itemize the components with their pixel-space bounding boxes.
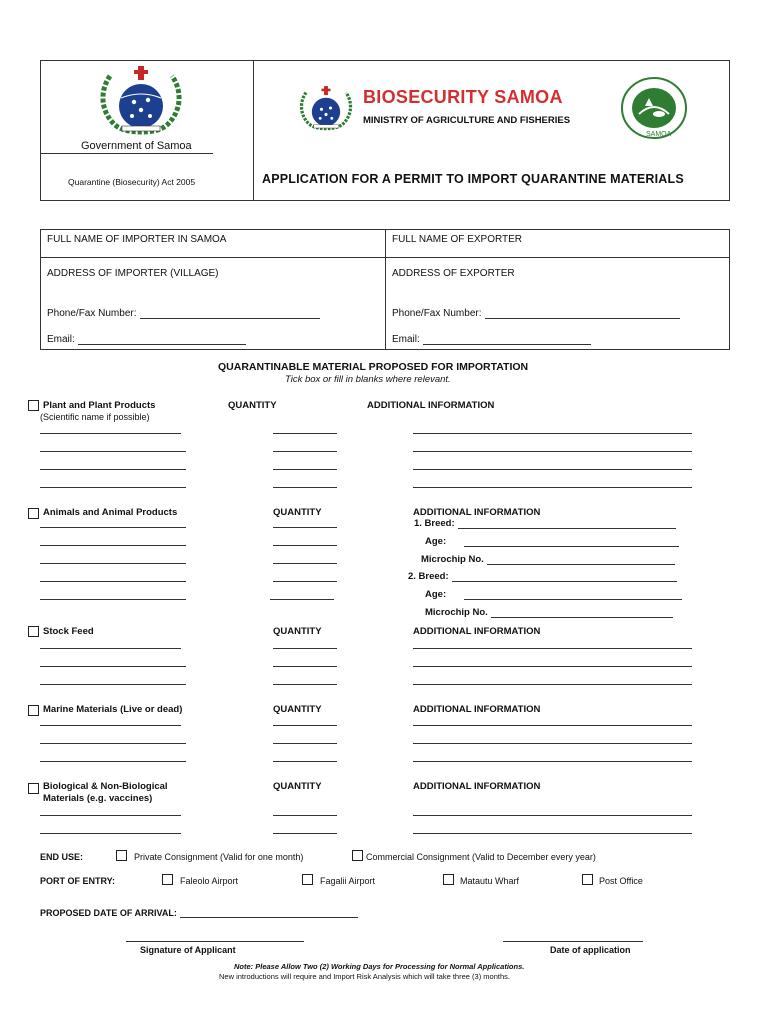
marine-quantity-line[interactable] — [273, 725, 337, 726]
stock-feed-label: Stock Feed — [43, 626, 94, 637]
commercial-consignment-label: Commercial Consignment (Valid to December every year) — [366, 852, 596, 862]
private-consignment-label: Private Consignment (Valid for one month) — [134, 852, 304, 862]
plant-additional-line[interactable] — [413, 487, 692, 488]
faleolo-airport-label: Faleolo Airport — [180, 876, 239, 886]
exporter-address-label: ADDRESS OF EXPORTER — [392, 268, 515, 279]
stock-name-line[interactable] — [40, 666, 186, 667]
animals-name-line[interactable] — [40, 527, 186, 528]
commercial-consignment-checkbox[interactable] — [352, 850, 363, 861]
microchip2-label: Microchip No. — [425, 607, 488, 618]
stock-name-line[interactable] — [40, 648, 181, 649]
government-label: Government of Samoa — [81, 140, 192, 152]
animals-quantity-header: QUANTITY — [273, 507, 322, 518]
samoa-coat-of-arms-icon — [96, 64, 186, 136]
plant-quantity-header: QUANTITY — [228, 400, 277, 411]
matautu-wharf-checkbox[interactable] — [443, 874, 454, 885]
plant-label: Plant and Plant Products — [43, 400, 156, 411]
ministry-seal-icon — [619, 76, 689, 140]
post-office-checkbox[interactable] — [582, 874, 593, 885]
marine-additional-header: ADDITIONAL INFORMATION — [413, 704, 541, 715]
importer-email-label: Email: — [47, 334, 75, 345]
breed2-label: 2. Breed: — [408, 571, 449, 582]
ministry-name: MINISTRY OF AGRICULTURE AND FISHERIES — [363, 115, 571, 126]
exporter-name-label: FULL NAME OF EXPORTER — [392, 234, 523, 245]
breed1-label: 1. Breed: — [414, 518, 455, 529]
age1-label: Age: — [425, 536, 447, 547]
plant-additional-line[interactable] — [413, 469, 692, 470]
breed1-field[interactable] — [414, 518, 676, 529]
arrival-date-field[interactable] — [40, 908, 358, 918]
biological-additional-header: ADDITIONAL INFORMATION — [413, 781, 541, 792]
animals-additional-header: ADDITIONAL INFORMATION — [413, 507, 541, 518]
matautu-wharf-label: Matautu Wharf — [460, 876, 520, 886]
plant-quantity-line[interactable] — [273, 487, 337, 488]
importer-name-label: FULL NAME OF IMPORTER IN SAMOA — [47, 234, 227, 245]
fagalii-airport-checkbox[interactable] — [302, 874, 313, 885]
stock-additional-line[interactable] — [413, 666, 692, 667]
plant-note: (Scientific name if possible) — [40, 412, 150, 422]
plant-name-line[interactable] — [40, 469, 186, 470]
biological-quantity-line[interactable] — [273, 815, 337, 816]
signature-label: Signature of Applicant — [140, 945, 236, 955]
seal-text: SAMOA — [646, 131, 672, 138]
animals-name-line[interactable] — [40, 563, 186, 564]
biological-name-line[interactable] — [40, 833, 181, 834]
animals-quantity-line[interactable] — [273, 581, 337, 582]
stock-name-line[interactable] — [40, 684, 186, 685]
biological-quantity-line[interactable] — [273, 833, 337, 834]
form-title: APPLICATION FOR A PERMIT TO IMPORT QUARANTINE MATERIALS — [262, 172, 684, 186]
org-name: BIOSECURITY SAMOA — [363, 87, 563, 107]
marine-quantity-line[interactable] — [273, 743, 337, 744]
marine-additional-line[interactable] — [413, 743, 692, 744]
exporter-phone-field[interactable] — [392, 308, 680, 319]
plant-quantity-line[interactable] — [273, 451, 337, 452]
section-title: QUARANTINABLE MATERIAL PROPOSED FOR IMPORTATION — [218, 361, 529, 373]
microchip1-field[interactable] — [421, 554, 675, 565]
stock-quantity-line[interactable] — [273, 684, 337, 685]
private-consignment-checkbox[interactable] — [116, 850, 127, 861]
marine-checkbox[interactable] — [28, 705, 39, 716]
animals-quantity-line[interactable] — [273, 545, 337, 546]
exporter-email-label: Email: — [392, 334, 420, 345]
header-divider — [253, 61, 254, 200]
animals-name-line[interactable] — [40, 545, 186, 546]
fagalii-airport-label: Fagalii Airport — [320, 876, 376, 886]
plant-additional-header: ADDITIONAL INFORMATION — [367, 400, 495, 411]
animals-name-line[interactable] — [40, 581, 186, 582]
marine-quantity-header: QUANTITY — [273, 704, 322, 715]
animals-checkbox[interactable] — [28, 508, 39, 519]
processing-note: Note: Please Allow Two (2) Working Days for Processing for Normal Applications. — [234, 962, 525, 971]
plant-additional-line[interactable] — [413, 433, 692, 434]
stock-quantity-line[interactable] — [273, 648, 337, 649]
marine-quantity-line[interactable] — [273, 761, 337, 762]
stock-additional-line[interactable] — [413, 684, 692, 685]
animals-quantity-line[interactable] — [273, 563, 337, 564]
biological-additional-line[interactable] — [413, 815, 692, 816]
stock-quantity-line[interactable] — [273, 666, 337, 667]
breed2-field[interactable] — [408, 571, 677, 582]
biological-label-line2: Materials (e.g. vaccines) — [43, 793, 153, 804]
marine-additional-line[interactable] — [413, 761, 692, 762]
port-of-entry-label: PORT OF ENTRY: — [40, 876, 115, 886]
microchip2-field[interactable] — [425, 607, 673, 618]
animals-label: Animals and Animal Products — [43, 507, 178, 518]
exporter-phone-label: Phone/Fax Number: — [392, 308, 482, 319]
biological-checkbox[interactable] — [28, 783, 39, 794]
biological-name-line[interactable] — [40, 815, 181, 816]
date-of-application-label: Date of application — [550, 945, 631, 955]
importer-phone-label: Phone/Fax Number: — [47, 308, 137, 319]
stock-feed-checkbox[interactable] — [28, 626, 39, 637]
age2-field[interactable] — [425, 589, 682, 600]
post-office-label: Post Office — [599, 876, 643, 886]
exporter-email-field[interactable] — [392, 334, 591, 345]
header-left-divider — [41, 153, 213, 154]
biological-additional-line[interactable] — [413, 833, 692, 834]
contact-grid-divider — [385, 230, 386, 349]
act-label: Quarantine (Biosecurity) Act 2005 — [68, 177, 196, 187]
importer-address-label: ADDRESS OF IMPORTER (VILLAGE) — [47, 268, 219, 279]
stock-additional-line[interactable] — [413, 648, 692, 649]
biological-quantity-header: QUANTITY — [273, 781, 322, 792]
plant-name-line[interactable] — [40, 451, 186, 452]
plant-quantity-line[interactable] — [273, 433, 337, 434]
marine-label: Marine Materials (Live or dead) — [43, 704, 183, 715]
faleolo-airport-checkbox[interactable] — [162, 874, 173, 885]
plant-additional-line[interactable] — [413, 451, 692, 452]
arrival-date-label: PROPOSED DATE OF ARRIVAL: — [40, 908, 177, 918]
importer-phone-field[interactable] — [47, 308, 320, 319]
marine-additional-line[interactable] — [413, 725, 692, 726]
contact-grid-row-divider — [41, 257, 729, 258]
biological-label-line1: Biological & Non-Biological — [43, 781, 168, 792]
marine-name-line[interactable] — [40, 743, 186, 744]
date-of-application-line[interactable] — [503, 941, 643, 942]
age1-field[interactable] — [425, 536, 679, 547]
animals-name-line[interactable] — [40, 599, 186, 600]
section-subtitle: Tick box or fill in blanks where relevant. — [285, 374, 451, 385]
plant-checkbox[interactable] — [28, 400, 39, 411]
plant-name-line[interactable] — [40, 487, 186, 488]
microchip1-label: Microchip No. — [421, 554, 484, 565]
age2-label: Age: — [425, 589, 447, 600]
marine-name-line[interactable] — [40, 725, 181, 726]
plant-name-line[interactable] — [40, 433, 181, 434]
plant-quantity-line[interactable] — [273, 469, 337, 470]
end-use-label: END USE: — [40, 852, 84, 862]
importer-email-field[interactable] — [47, 334, 246, 345]
stock-additional-header: ADDITIONAL INFORMATION — [413, 626, 541, 637]
risk-analysis-note: New introductions will require and Import Risk Analysis which will take three (3) months. — [219, 972, 510, 981]
signature-line[interactable] — [126, 941, 304, 942]
animals-quantity-line[interactable] — [273, 527, 337, 528]
animals-quantity-line[interactable] — [270, 599, 334, 600]
stock-quantity-header: QUANTITY — [273, 626, 322, 637]
marine-name-line[interactable] — [40, 761, 186, 762]
contact-grid — [40, 229, 730, 350]
samoa-small-crest-icon — [297, 80, 355, 136]
